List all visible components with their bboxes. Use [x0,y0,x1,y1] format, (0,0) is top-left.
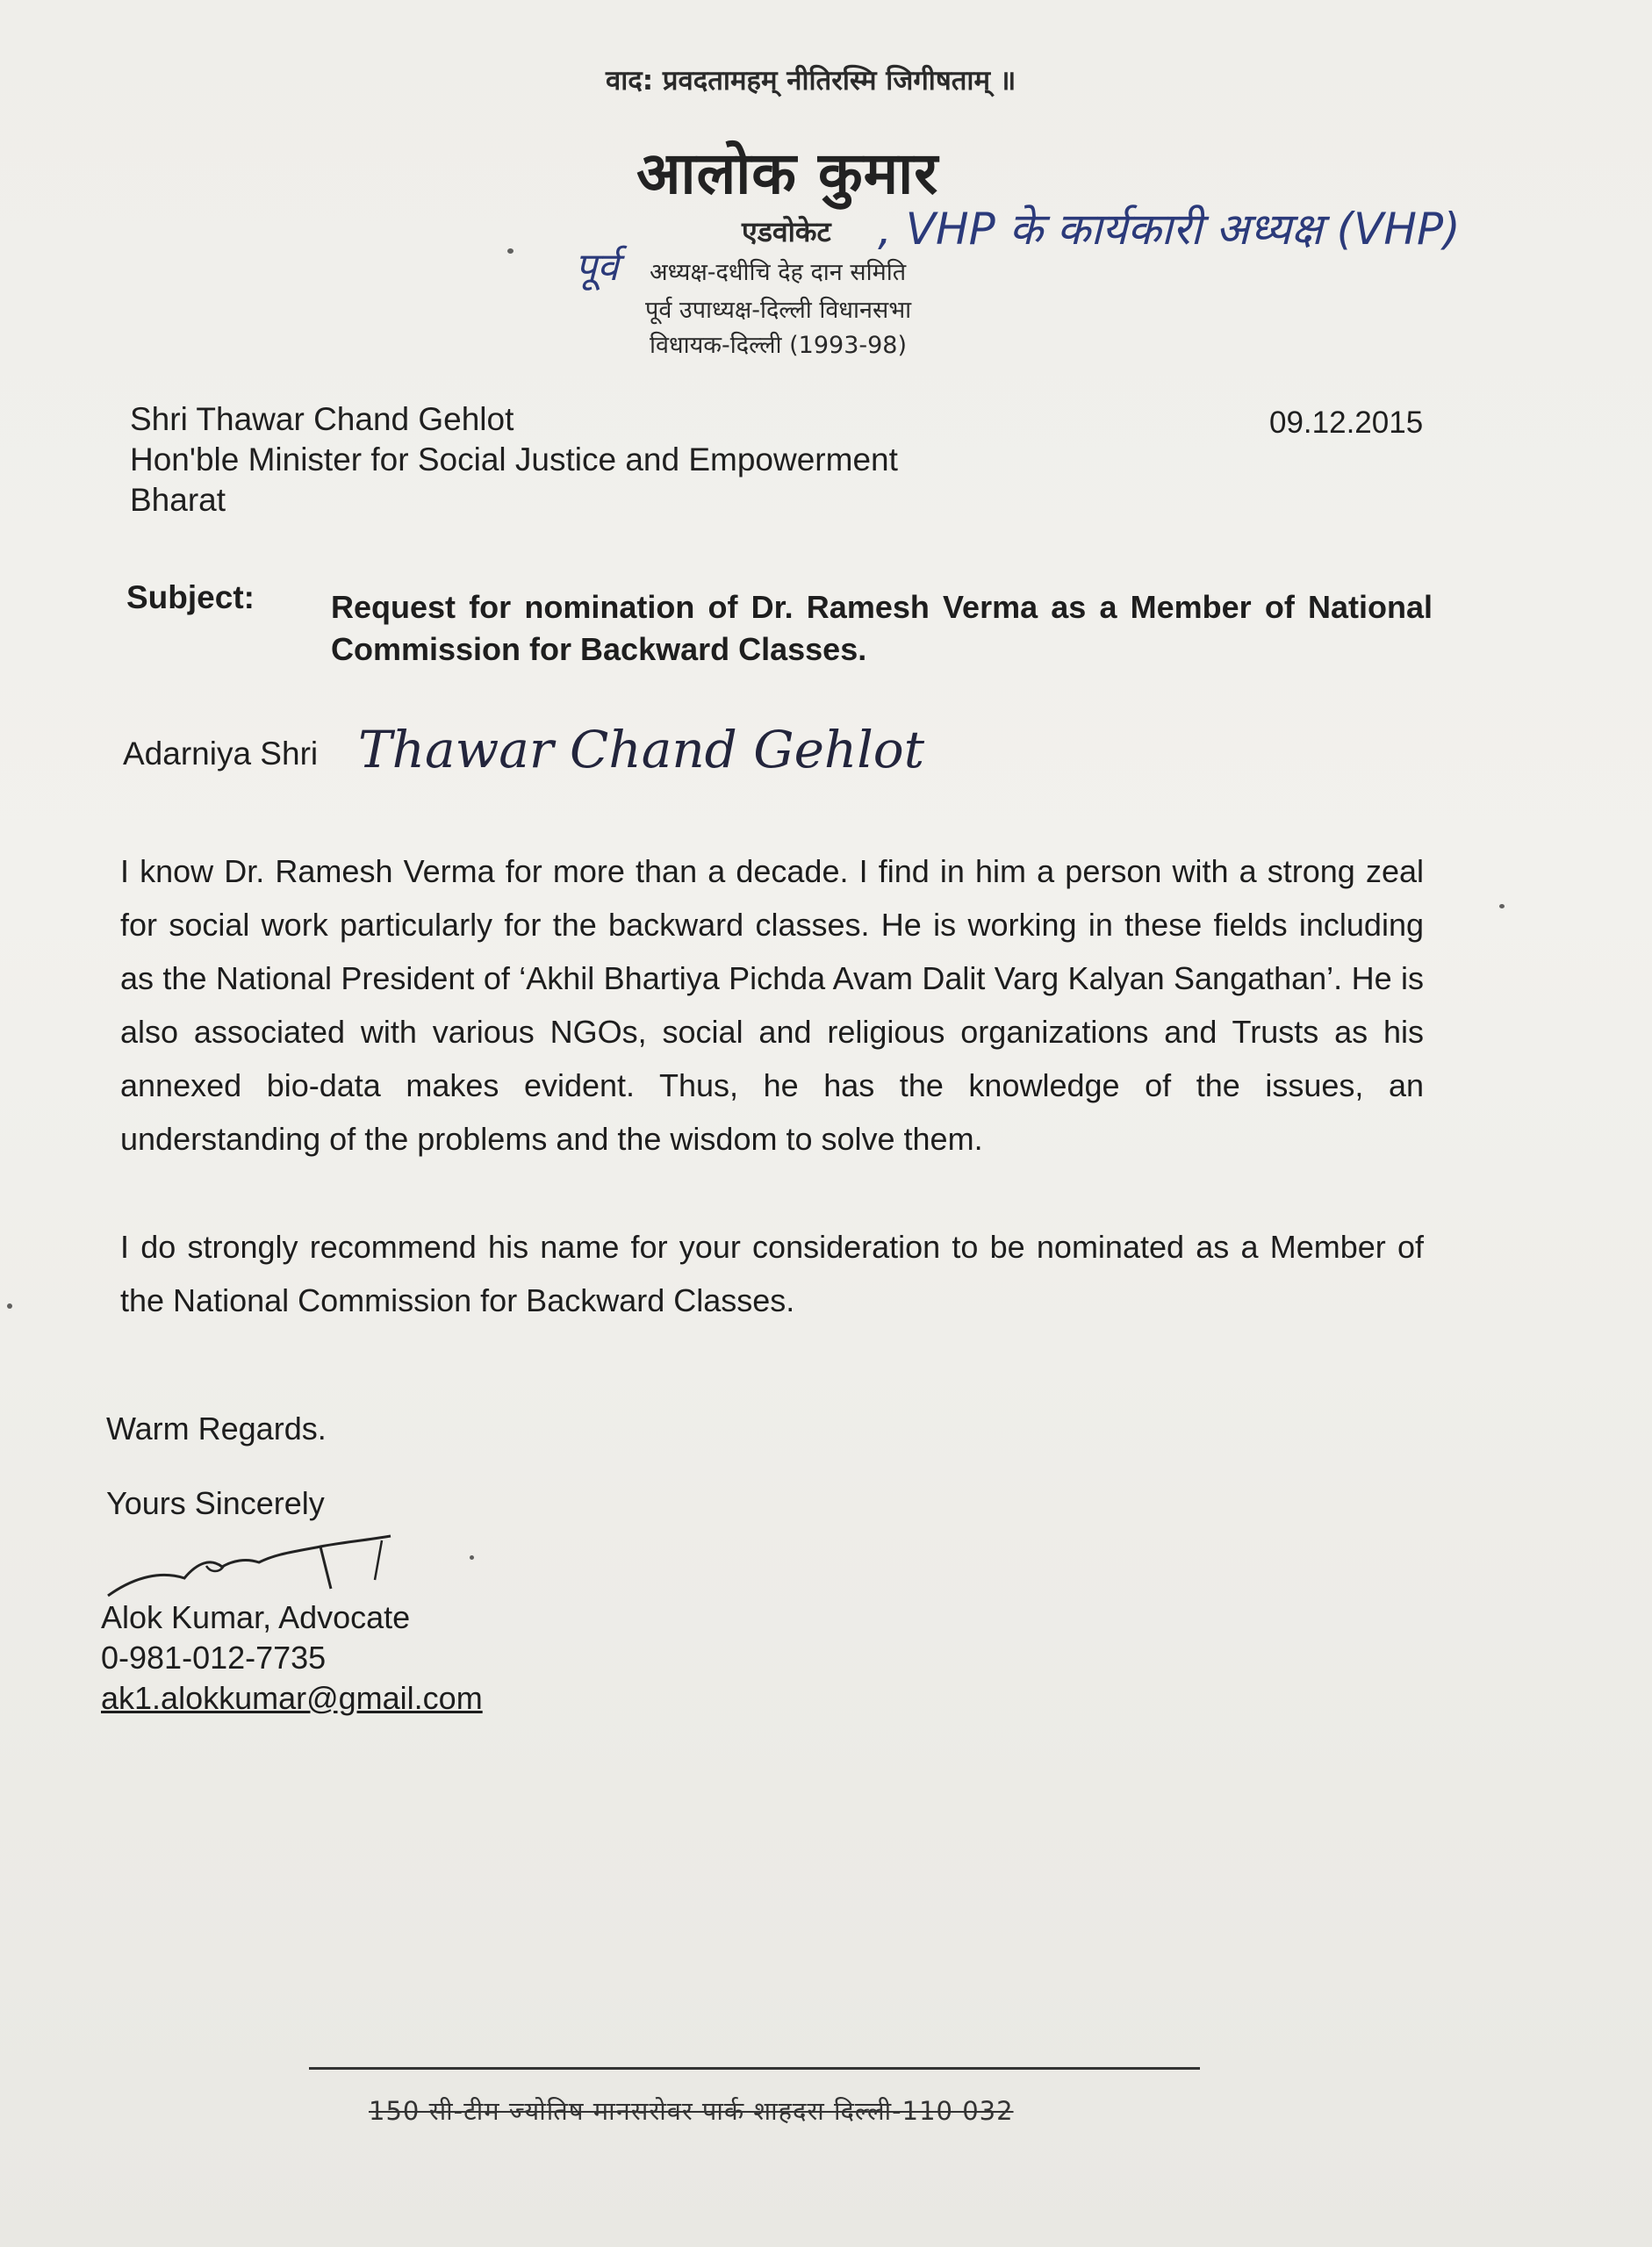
recipient-place: Bharat [130,482,226,518]
signer-name: Alok Kumar, Advocate [101,1599,411,1635]
recipient-name: Shri Thawar Chand Gehlot [130,401,514,437]
salutation: Adarniya Shri [123,736,319,772]
salutation-handwritten: Thawar Chand Gehlot [358,720,925,779]
subject-text: Request for nomination of Dr. Ramesh Verma as a Member of National Commission for Backward Classes. [331,589,1433,667]
ink-dot [7,1303,12,1309]
letterhead-title: एडवोकेट [742,215,831,248]
footer-address: 150 सी-टीम ज्योतिष मानसरोवर पार्क शाहदरा दिल्ली-110 032 [369,2096,1014,2126]
signer-phone: 0-981-012-7735 [101,1640,327,1676]
subject-label: Subject: [126,579,255,615]
ink-dot [507,248,514,254]
body-paragraph: I do strongly recommend his name for your consideration to be nominated as a Member of the National Commission for Backward Classes. [120,1229,1424,1318]
signature-image [101,1527,417,1606]
ink-dot [1499,904,1505,908]
closing-sincerely: Yours Sincerely [106,1485,325,1521]
letterhead-credential: अध्यक्ष-दधीचि देह दान समिति [650,259,907,286]
letterhead-name: आलोक कुमार [636,139,939,207]
letterhead-credential: पूर्व उपाध्यक्ष-दिल्ली विधानसभा [645,297,912,324]
letter-date: 09.12.2015 [1269,406,1424,440]
letterhead-motto: वाद: प्रवदतामहम् नीतिरस्मि जिगीषताम् ॥ [606,65,1016,97]
recipient-designation: Hon'ble Minister for Social Justice and Empowerment [130,442,898,477]
recipient-block [130,399,898,520]
closing-regards: Warm Regards. [106,1411,327,1447]
show-through-text [290,97,301,137]
letterhead-credential: विधायक-दिल्ली (1993-98) [650,332,908,359]
footer-divider [309,2067,1200,2070]
body-paragraph: I know Dr. Ramesh Verma for more than a decade. I find in him a person with a strong zeal for social work particularly for the backward classes. He is working in these fields including as the National President of ‘Akhil Bhartiya Pichda Avam Dalit Varg Kalyan Sangathan’. He is also associated with various NGOs, social and religious organizations and Trusts as his annexed bio-data makes evident. Thus, he has the knowledge of the issues, an understanding of the problems and the wisdom to solve them. [120,853,1424,1157]
ink-dot [470,1555,474,1560]
signature-block [101,1597,483,1719]
handwritten-prefix: पूर्व [575,245,619,290]
signer-email[interactable]: ak1.alokkumar@gmail.com [101,1680,483,1716]
handwritten-annotation: , VHP के कार्यकारी अध्यक्ष (VHP) [878,204,1461,255]
